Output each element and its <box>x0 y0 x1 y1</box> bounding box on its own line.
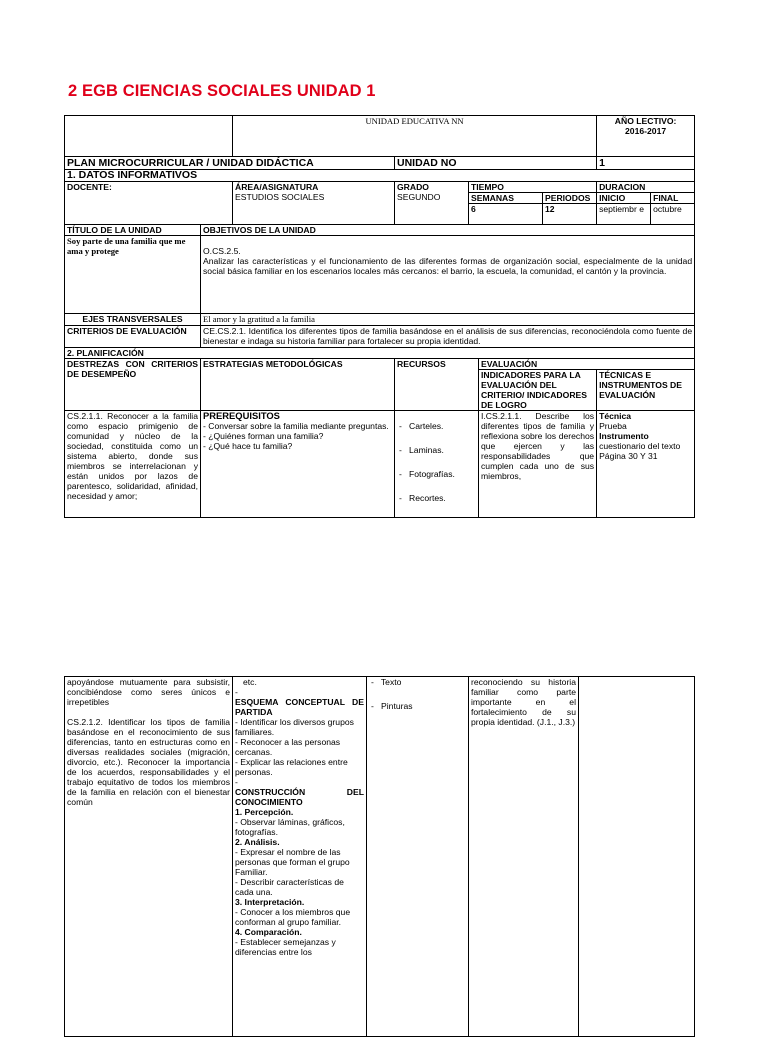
list-item: - Texto <box>369 677 466 687</box>
dash-text: - <box>235 687 238 697</box>
tecnicas-header: TÉCNICAS E INSTRUMENTOS DE EVALUACIÓN <box>597 370 695 411</box>
unit-no-value: 1 <box>597 157 695 170</box>
etc-text: etc. <box>243 677 257 687</box>
section-planificacion: 2. PLANIFICACIÓN <box>65 348 695 359</box>
inicio-label: INICIO <box>597 193 651 204</box>
prerequisitos-list <box>203 421 392 451</box>
list-item: - ¿Qué hace tu familia? <box>203 441 392 451</box>
inicio-value: septiembr e <box>597 204 651 225</box>
destrezas-header: DESTREZAS CON CRITERIOS DE DESEMPEÑO <box>65 359 201 411</box>
logo-cell <box>65 116 233 157</box>
objective-text: Analizar las características y el funcionamiento de las diferentes formas de organización social, especialmente de la unidad social básica familiar en los escenarios locales más cercanos: el barrio, la escuela, la comunidad, el cantón y la provincia. <box>203 256 693 276</box>
periodos-label: PERIODOS <box>543 193 597 204</box>
page-title: 2 EGB CIENCIAS SOCIALES UNIDAD 1 <box>68 82 376 100</box>
school-name: UNIDAD EDUCATIVA NN <box>233 116 597 157</box>
periodos-value: 12 <box>543 204 597 225</box>
plan-label: PLAN MICROCURRICULAR / UNIDAD DIDÁCTICA <box>65 157 395 170</box>
dash-text: - <box>235 777 238 787</box>
recursos-list <box>397 421 476 503</box>
percepcion-label: 1. Percepción. <box>235 807 294 817</box>
criterios-label: CRITERIOS DE EVALUACIÓN <box>65 326 201 348</box>
duracion-label: DURACION <box>597 182 695 193</box>
section-datos: 1. DATOS INFORMATIVOS <box>65 170 695 182</box>
list-item: - Expresar el nombre de las personas que forman el grupo Familiar. <box>235 847 364 877</box>
tecnica-value: Prueba <box>599 421 627 431</box>
semanas-value: 6 <box>469 204 543 225</box>
interpretacion-list <box>235 907 364 927</box>
recursos-cell <box>395 411 479 518</box>
instrumento-value: cuestionario del texto Página 30 Y 31 <box>599 441 681 461</box>
list-item: - Establecer semejanzas y diferencias entre los <box>235 937 364 957</box>
unit-no-label: UNIDAD NO <box>395 157 597 170</box>
estrategias-cell <box>201 411 395 518</box>
estrategias-header: ESTRATEGIAS METODOLÓGICAS <box>201 359 395 411</box>
area-label: ÁREA/ASIGNATURA <box>235 182 319 192</box>
analisis-list <box>235 847 364 897</box>
analisis-label: 2. Análisis. <box>235 837 280 847</box>
tecnica-label: Técnica <box>599 411 632 421</box>
evaluacion-header: EVALUACIÓN <box>479 359 695 370</box>
grado-value: SEGUNDO <box>397 192 441 202</box>
objetivos-label: OBJETIVOS DE LA UNIDAD <box>201 225 695 236</box>
list-item: - Identificar los diversos grupos familiares. <box>235 717 364 737</box>
titulo-label: TÍTULO DE LA UNIDAD <box>65 225 201 236</box>
area-cell <box>233 182 395 225</box>
planning-table-page1 <box>64 115 695 518</box>
list-item: - Observar láminas, gráficos, fotografías. <box>235 817 364 837</box>
instrumento-label: Instrumento <box>599 431 649 441</box>
list-item: - Recortes. <box>397 493 476 503</box>
objective-code: O.CS.2.5. <box>203 246 241 256</box>
ejes-label: EJES TRANSVERSALES <box>65 314 201 326</box>
destreza-cell <box>65 677 233 1037</box>
destreza-cs212: CS.2.1.2. Identificar los tipos de familia basándose en el reconocimiento de sus diferencias, tanto en estructuras como en diversas realidades sociales (migración, divorcio, etc.). Reconocer la importancia de los acuerdos, responsabilidades y el trabajo equitativo de todos los miembros de la familia en relación con el bienestar común <box>67 717 230 807</box>
list-item: - Laminas. <box>397 445 476 455</box>
interpretacion-label: 3. Interpretación. <box>235 897 305 907</box>
planning-table-page2 <box>64 676 695 1037</box>
destreza-cell: CS.2.1.1. Reconocer a la familia como espacio primigenio de comunidad y núcleo de la sociedad, constituida como un sistema abierto, donde sus miembros se interrelacionan y están unidos por lazos de parentesco, solidaridad, afinidad, necesidad y amor; <box>65 411 201 518</box>
semanas-label: SEMANAS <box>469 193 543 204</box>
final-label: FINAL <box>651 193 695 204</box>
final-value: octubre <box>651 204 695 225</box>
unit-objective <box>201 236 695 314</box>
tecnicas-cell <box>597 411 695 518</box>
destreza-continuation: apoyándose mutuamente para subsistir, concibiéndose como seres únicos e irrepetibles <box>67 677 230 707</box>
grado-label: GRADO <box>397 182 429 192</box>
percepcion-list <box>235 817 364 837</box>
list-item: - Carteles. <box>397 421 476 431</box>
list-item: - Explicar las relaciones entre personas. <box>235 757 364 777</box>
list-item: - Pinturas <box>369 701 466 711</box>
indicador-cell: reconociendo su historia familiar como parte importante en el fortalecimiento de su propia identidad. (J.1., J.3.) <box>469 677 579 1037</box>
recursos-header: RECURSOS <box>395 359 479 411</box>
year-label: AÑO LECTIVO: <box>614 116 677 126</box>
year-value: 2016-2017 <box>625 126 667 136</box>
recursos-list <box>369 677 466 711</box>
tecnicas-cell <box>579 677 695 1037</box>
list-item: - Conversar sobre la familia mediante preguntas. <box>203 421 392 431</box>
estrategias-cell <box>233 677 367 1037</box>
recursos-cell <box>367 677 469 1037</box>
indicador-cell: I.CS.2.1.1. Describe los diferentes tipos de familia y reflexiona sobre los derechos que ejercen y las responsabilidades que cumplen cada uno de sus miembros, <box>479 411 597 518</box>
comparacion-list <box>235 937 364 957</box>
list-item: - ¿Quiénes forman una familia? <box>203 431 392 441</box>
prerequisitos-label: PREREQUISITOS <box>203 410 280 421</box>
indicadores-header: INDICADORES PARA LA EVALUACIÓN DEL CRITERIO/ INDICADORES DE LOGRO <box>479 370 597 411</box>
criterios-value: CE.CS.2.1. Identifica los diferentes tipos de familia basándose en el análisis de sus diferencias, reconociéndola como fuente de bienestar e indaga su historia familiar para fortalecer su propia identidad. <box>201 326 695 348</box>
list-item: - Describir características de cada una. <box>235 877 364 897</box>
docente-label: DOCENTE: <box>65 182 233 225</box>
esquema-label: ESQUEMA CONCEPTUAL DE PARTIDA <box>235 697 364 717</box>
area-value: ESTUDIOS SOCIALES <box>235 192 325 202</box>
tiempo-label: TIEMPO <box>469 182 597 193</box>
school-year <box>597 116 695 157</box>
construccion-label: CONSTRUCCIÓN DEL CONOCIMIENTO <box>235 787 364 807</box>
list-item: - Reconocer a las personas cercanas. <box>235 737 364 757</box>
esquema-list <box>235 717 364 777</box>
grado-cell <box>395 182 469 225</box>
list-item: - Conocer a los miembros que conforman al grupo familiar. <box>235 907 364 927</box>
list-item: - Fotografías. <box>397 469 476 479</box>
unit-title: Soy parte de una familia que me ama y protege <box>65 236 201 314</box>
comparacion-label: 4. Comparación. <box>235 927 302 937</box>
ejes-value: El amor y la gratitud a la familia <box>201 314 695 326</box>
